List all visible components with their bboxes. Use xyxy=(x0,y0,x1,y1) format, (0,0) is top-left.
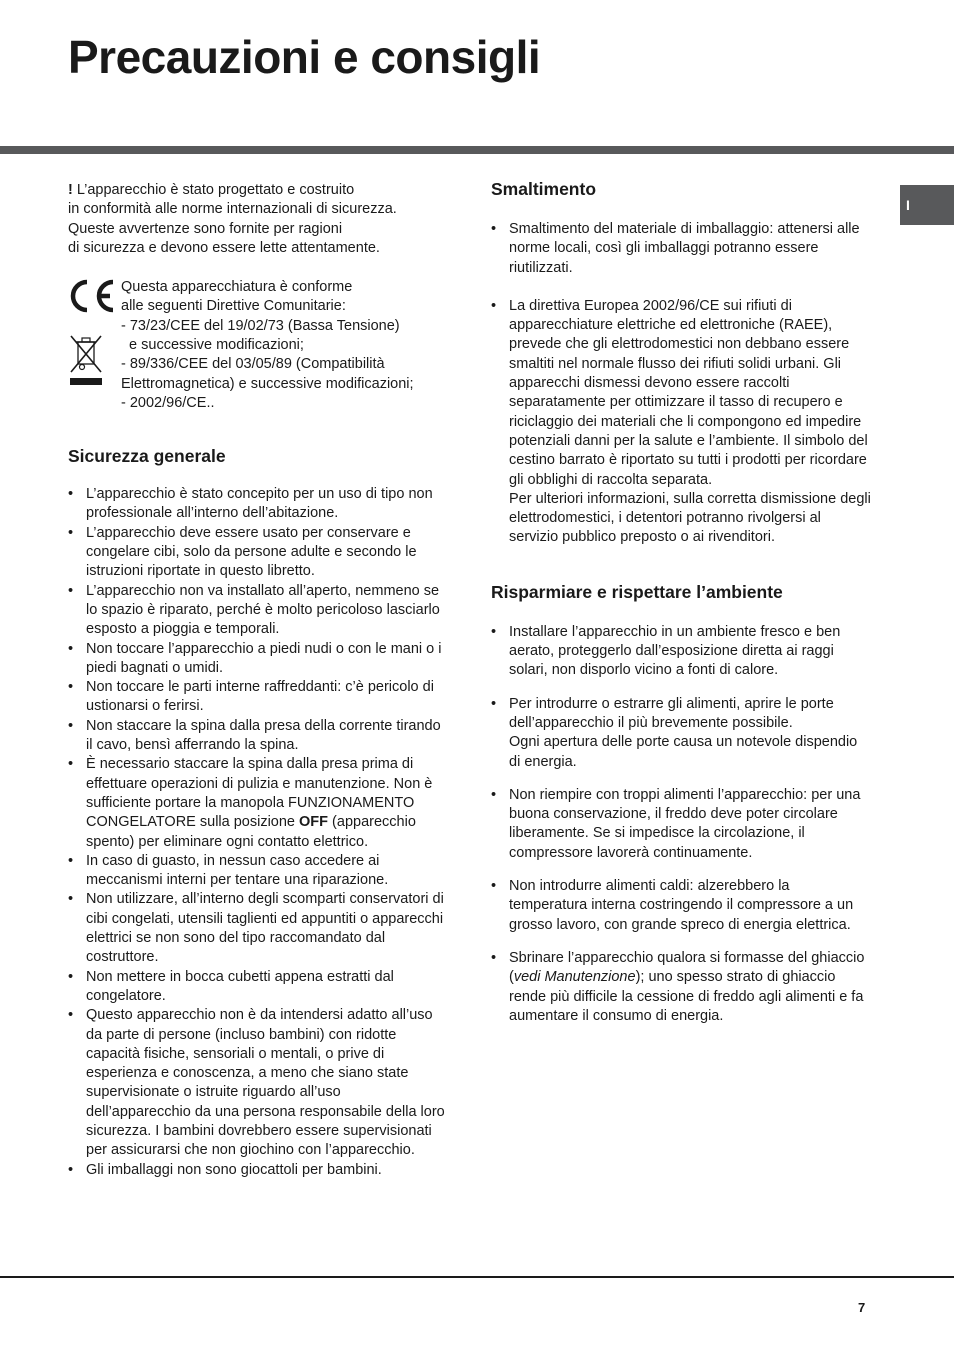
language-tab: I xyxy=(900,185,954,225)
list-item xyxy=(491,695,871,772)
list-item: • Non staccare la spina dalla presa della corrente tirando il cavo, bensì afferrando la spina. xyxy=(68,717,448,756)
directive-line: e successive modificazioni; xyxy=(121,337,304,354)
list-item xyxy=(491,297,871,548)
intro-line: Queste avvertenze sono fornite per ragioni xyxy=(68,220,343,237)
list-item-text: Per ulteriori informazioni, sulla corretta dismissione degli elettrodomestici, i detentori potranno rivolgersi al servizio pubblico preposto o ai rivenditori. xyxy=(509,490,871,546)
manutenzione-reference: vedi Manutenzione xyxy=(513,969,636,986)
section-heading-risparmiare: Risparmiare e rispettare l’ambiente xyxy=(491,581,783,602)
list-item-text: La direttiva Europea 2002/96/CE sui rifiuti di apparecchiature elettriche ed elettroniche (RAEE), prevede che gli elettrodomestici non debbano essere smaltiti nel normale flusso dei rifiuti solidi urbani. Gli apparecchi dismessi devono essere raccolti separatamente per ottimizzare il tasso di recupero e riciclaggio dei materiali che li compongono ed impedire potenziali danni per la salute e l’ambiente. Il simbolo del cestino barrato è riportato su tutti i prodotti per ricordare gli obblighi di raccolta separata. xyxy=(509,297,868,488)
list-item: • Gli imballaggi non sono giocattoli per bambini. xyxy=(68,1161,448,1180)
sicurezza-list xyxy=(68,485,448,1180)
list-item: • Non toccare le parti interne raffreddanti: c’è pericolo di ustionarsi o ferirsi. xyxy=(68,678,448,717)
list-item: • Non utilizzare, all’interno degli scomparti conservatori di cibi congelati, utensili taglienti ed appuntiti o apparecchi elettrici se non sono del tipo raccomandato dal costruttore. xyxy=(68,890,448,967)
directive-line: - 89/336/CEE del 03/05/89 (Compatibilità xyxy=(121,356,385,373)
ce-mark-icon xyxy=(68,278,116,314)
list-item: • L’apparecchio non va installato all’aperto, nemmeno se lo spazio è riparato, perché è molto pericoloso lasciarlo esposto a pioggia e temporali. xyxy=(68,582,448,640)
list-item-text: Ogni apertura delle porte causa un notevole dispendio di energia. xyxy=(509,734,858,770)
directives-text xyxy=(121,278,451,413)
risparmiare-list xyxy=(491,623,871,1026)
list-item: • Non riempire con troppi alimenti l’apparecchio: per una buona conservazione, il freddo deve poter circolare liberamente. Se si impedisce la circolazione, il compressore lavorerà continuamente. xyxy=(491,786,871,863)
header-bar xyxy=(0,146,954,154)
page-number: 7 xyxy=(858,1300,866,1315)
directives-block xyxy=(68,278,448,411)
footer-rule xyxy=(0,1276,954,1278)
list-item: • Questo apparecchio non è da intendersi adatto all’uso da parte di persone (incluso bambini) con ridotte capacità fisiche, sensoriali o mentali, o prive di esperienza e conoscenza, a meno che siano state supervisionate o istruite riguardo all’uso dell’apparecchio da una persona responsabile della loro sicurezza. I bambini dovrebbero essere supervisionati per assicurarsi che non giochino con l’apparecchio. xyxy=(68,1006,448,1160)
list-item-text: (apparecchio spento) per eliminare ogni contatto elettrico. xyxy=(86,814,416,850)
section-heading-sicurezza: Sicurezza generale xyxy=(68,446,226,467)
left-column xyxy=(68,181,448,1180)
page-title: Precauzioni e consigli xyxy=(68,31,541,83)
list-item: • Installare l’apparecchio in un ambiente fresco e ben aerato, proteggerlo dall’esposizione diretta ai raggi solari, non disporlo vicino a fonti di calore. xyxy=(491,623,871,681)
list-item-text: Per introdurre o estrarre gli alimenti, aprire le porte dell’apparecchio il più brevemente possibile. xyxy=(509,695,834,731)
smaltimento-list xyxy=(491,220,871,548)
directive-line: Elettromagnetica) e successive modificazioni; xyxy=(121,375,414,392)
list-item-text: Sbrinare l’apparecchio qualora si formasse del ghiaccio ( xyxy=(509,949,865,986)
list-item-text: È necessario staccare la spina dalla presa prima di effettuare operazioni di pulizia e manutenzione. Non è sufficiente portare la manopola FUNZIONAMENTO CONGELATORE sulla posizione xyxy=(86,756,433,831)
list-item xyxy=(68,755,448,851)
list-item: • L’apparecchio deve essere usato per conservare e congelare cibi, solo da persone adulte e secondo le istruzioni riportate in questo libretto. xyxy=(68,524,448,582)
section-heading-smaltimento: Smaltimento xyxy=(491,179,597,199)
list-item: • In caso di guasto, in nessun caso accedere ai meccanismi interni per tentare una riparazione. xyxy=(68,852,448,891)
right-column xyxy=(491,179,871,1026)
intro-line: di sicurezza e devono essere lette attentamente. xyxy=(68,239,380,256)
list-item: • Non mettere in bocca cubetti appena estratti dal congelatore. xyxy=(68,968,448,1007)
directive-line: - 73/23/CEE del 19/02/73 (Bassa Tensione) xyxy=(121,317,400,334)
list-item: • Non toccare l’apparecchio a piedi nudi o con le mani o i piedi bagnati o umidi. xyxy=(68,640,448,679)
directive-line: Questa apparecchiatura è conforme xyxy=(121,279,353,296)
warning-mark: ! xyxy=(68,182,73,198)
directive-line: alle seguenti Direttive Comunitarie: xyxy=(121,298,346,315)
list-item: • Non introdurre alimenti caldi: alzerebbero la temperatura interna costringendo il compressore a un grosso lavoro, con grande spreco di energia elettrica. xyxy=(491,877,871,935)
crossed-bin-icon xyxy=(68,334,104,390)
intro-paragraph xyxy=(68,181,448,258)
intro-line: in conformità alle norme internazionali di sicurezza. xyxy=(68,201,397,218)
list-item: • L’apparecchio è stato concepito per un uso di tipo non professionale all’interno dell’abitazione. xyxy=(68,485,448,524)
directive-line: - 2002/96/CE.. xyxy=(121,394,215,411)
off-label: OFF xyxy=(299,814,329,831)
intro-line: L’apparecchio è stato progettato e costruito xyxy=(72,182,355,198)
list-item xyxy=(491,949,871,1026)
list-item: • Smaltimento del materiale di imballaggio: attenersi alle norme locali, così gli imballaggi potranno essere riutilizzati. xyxy=(491,220,871,278)
list-item-text: ); uno spesso strato di ghiaccio rende più difficile la cessione di freddo agli alimenti e fa aumentare il consumo di energia. xyxy=(509,969,864,1024)
